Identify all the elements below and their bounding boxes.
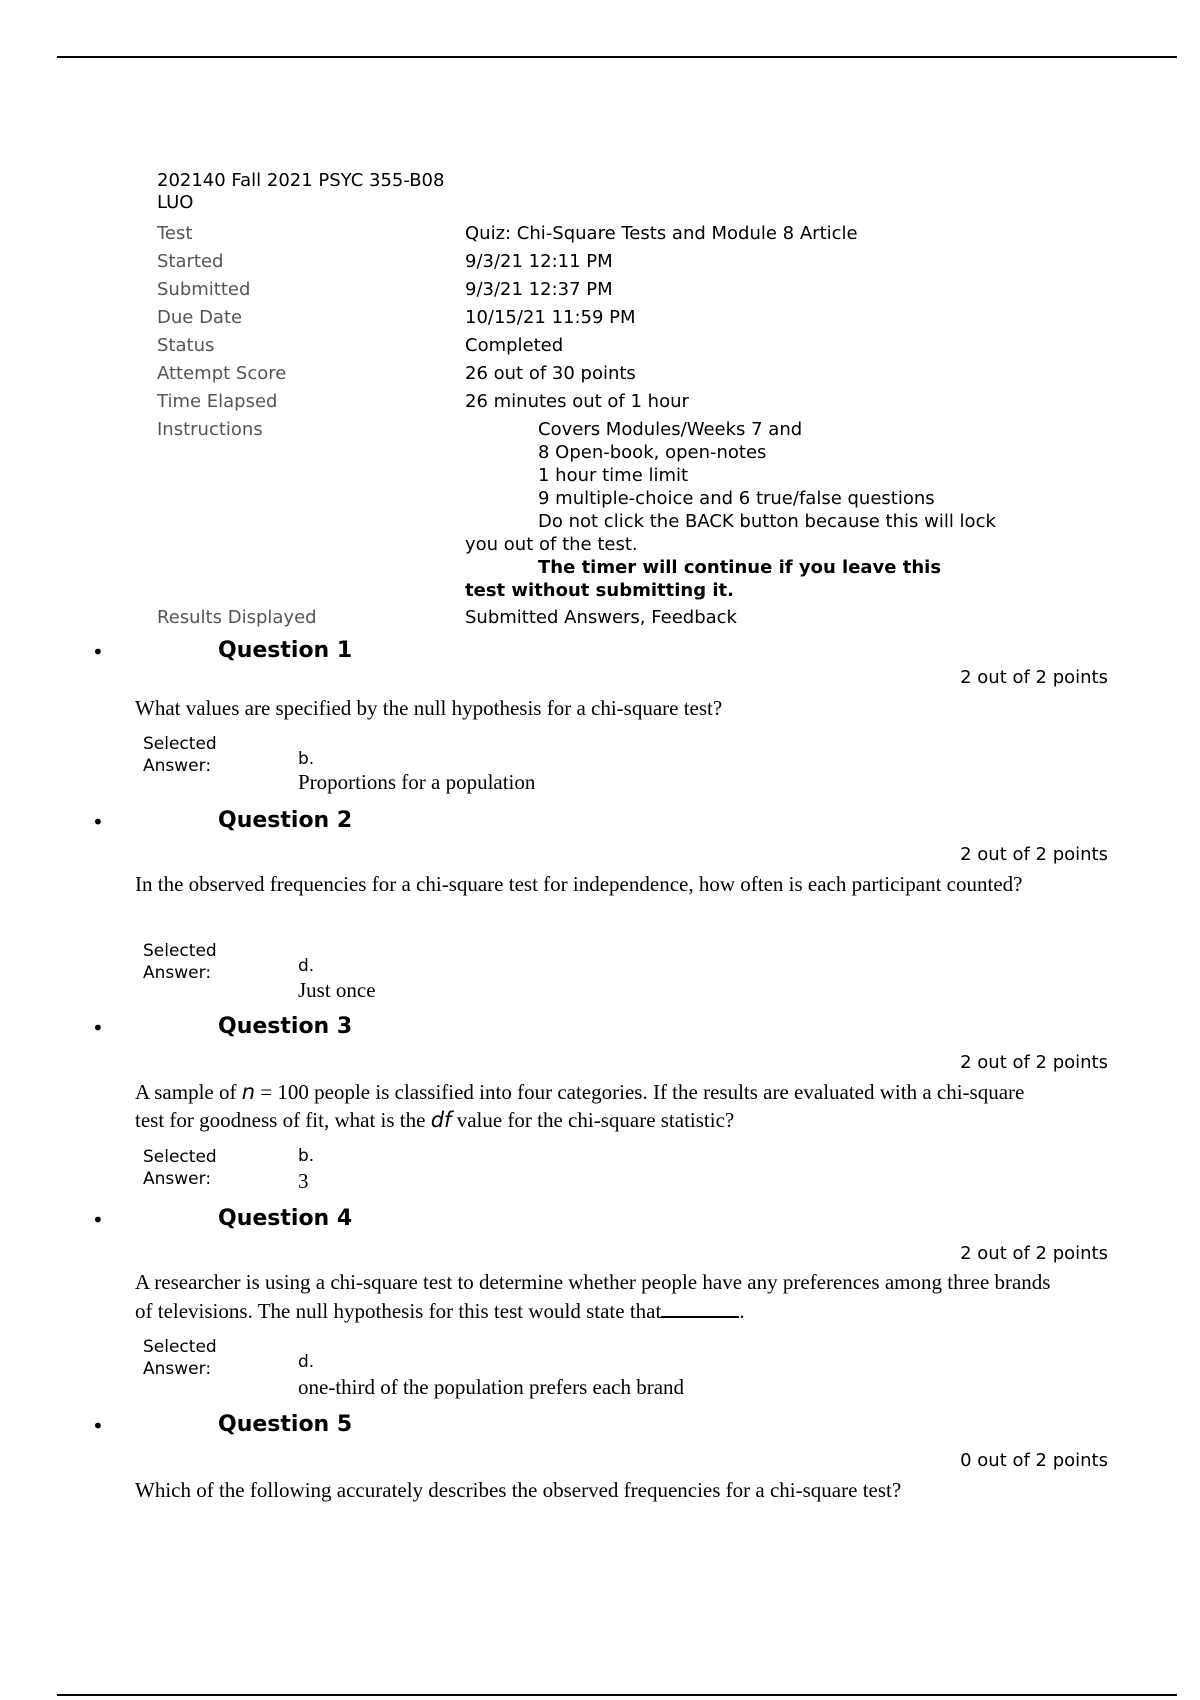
question-text: What values are specified by the null hypothesis for a chi-square test?	[135, 696, 723, 720]
selected-label-line: Selected	[143, 734, 217, 754]
results-displayed-label: Results Displayed	[157, 607, 317, 628]
bullet: •	[92, 1414, 104, 1438]
answer-letter: b.	[298, 1146, 315, 1166]
due-date-label: Due Date	[157, 307, 243, 328]
instructions-line: 8 Open-book, open-notes	[538, 442, 767, 463]
question-title: Question 3	[218, 1014, 353, 1039]
question-title: Question 5	[218, 1412, 353, 1437]
started-label: Started	[157, 251, 224, 272]
summary-row-status	[157, 332, 1107, 360]
answer-text: Just once	[298, 978, 376, 1002]
selected-label-line: Answer:	[143, 756, 212, 776]
answer-letter: d.	[298, 956, 315, 976]
question-text-part: value for the chi-square statistic?	[451, 1108, 735, 1132]
selected-answer-label	[143, 733, 253, 777]
selected-label-line: Answer:	[143, 1359, 212, 1379]
instructions-label: Instructions	[157, 419, 263, 440]
selected-label-line: Answer:	[143, 1169, 212, 1189]
question-points: 2 out of 2 points	[960, 1052, 1108, 1073]
test-label: Test	[157, 223, 193, 244]
summary-row-time	[157, 388, 1107, 416]
answer-text: Proportions for a population	[298, 770, 536, 794]
summary-row-submitted	[157, 276, 1107, 304]
answer-text: 3	[298, 1169, 309, 1193]
top-rule	[57, 56, 1177, 58]
question-text	[135, 1268, 1055, 1325]
instructions-warning: test without submitting it.	[465, 580, 734, 601]
question-text-part: A sample of	[135, 1080, 242, 1104]
selected-answer-label	[143, 1146, 253, 1190]
attempt-score-value: 26 out of 30 points	[465, 363, 636, 384]
submitted-value: 9/3/21 12:37 PM	[465, 279, 613, 300]
results-displayed-value: Submitted Answers, Feedback	[465, 607, 737, 628]
answer-text: one-third of the population prefers each brand	[298, 1375, 685, 1399]
bottom-rule	[57, 1694, 1177, 1696]
status-label: Status	[157, 335, 215, 356]
selected-label-line: Answer:	[143, 963, 212, 983]
summary-row-results	[157, 604, 1107, 632]
question-title: Question 1	[218, 638, 353, 663]
summary-row-instructions	[157, 416, 1107, 602]
instructions-line: 1 hour time limit	[538, 465, 689, 486]
question-title: Question 2	[218, 808, 353, 833]
selected-label-line: Selected	[143, 1337, 217, 1357]
question-points: 2 out of 2 points	[960, 667, 1108, 688]
answer-letter: b.	[298, 749, 315, 769]
question-text-part: = 100 people is classified into four categories. If the results are evaluated with a chi-square test for goodness of fit, what is the	[135, 1080, 1025, 1132]
attempt-score-label: Attempt Score	[157, 363, 287, 384]
test-value: Quiz: Chi-Square Tests and Module 8 Article	[465, 223, 858, 244]
question-text: In the observed frequencies for a chi-square test for independence, how often is each participant counted?	[135, 872, 1023, 896]
instructions-line: you out of the test.	[465, 534, 638, 555]
question-text-part: .	[739, 1299, 745, 1323]
attempt-summary	[157, 220, 1107, 632]
summary-row-score	[157, 360, 1107, 388]
bullet: •	[92, 1208, 104, 1232]
question-text: Which of the following accurately describes the observed frequencies for a chi-square test?	[135, 1478, 902, 1502]
bullet: •	[92, 1016, 104, 1040]
bullet: •	[92, 640, 104, 664]
instructions-line: 9 multiple-choice and 6 true/false questions	[538, 488, 935, 509]
question-text-part: A researcher is using a chi-square test to determine whether people have any preferences among three brands of televisions. The null hypothesis for this test would state that	[135, 1270, 1051, 1323]
selected-answer-label	[143, 940, 253, 984]
started-value: 9/3/21 12:11 PM	[465, 251, 613, 272]
question-text	[135, 1078, 1055, 1134]
status-value: Completed	[465, 335, 564, 356]
time-elapsed-value: 26 minutes out of 1 hour	[465, 391, 689, 412]
course-title: 202140 Fall 2021 PSYC 355-B08 LUO	[157, 170, 445, 213]
answer-letter: d.	[298, 1352, 315, 1372]
instructions-warning: The timer will continue if you leave this	[538, 557, 942, 578]
summary-row-started	[157, 248, 1107, 276]
selected-label-line: Selected	[143, 941, 217, 961]
question-points: 2 out of 2 points	[960, 844, 1108, 865]
question-title: Question 4	[218, 1206, 353, 1231]
variable-n: n	[241, 1080, 256, 1104]
bullet: •	[92, 810, 104, 834]
summary-row-test	[157, 220, 1107, 248]
instructions-text	[465, 416, 1065, 602]
instructions-line: Covers Modules/Weeks 7 and	[538, 419, 803, 440]
question-points: 2 out of 2 points	[960, 1243, 1108, 1264]
submitted-label: Submitted	[157, 279, 251, 300]
time-elapsed-label: Time Elapsed	[157, 391, 278, 412]
answer-blank	[661, 1296, 739, 1318]
selected-label-line: Selected	[143, 1147, 217, 1167]
variable-df: df	[430, 1108, 452, 1132]
summary-row-due-date	[157, 304, 1107, 332]
instructions-line: Do not click the BACK button because this will lock	[538, 511, 996, 532]
question-points: 0 out of 2 points	[960, 1450, 1108, 1471]
selected-answer-label	[143, 1336, 253, 1380]
due-date-value: 10/15/21 11:59 PM	[465, 307, 636, 328]
